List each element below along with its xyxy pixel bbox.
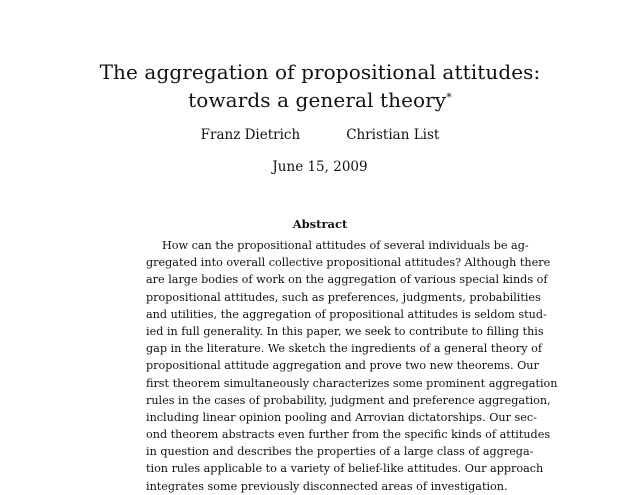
author-name: Christian List [346,127,440,143]
author-name: Franz Dietrich [200,127,301,143]
abstract-line: integrates some previously disconnected areas of investigation. [146,479,508,493]
abstract-heading: Abstract [292,217,348,231]
abstract-line: ond theorem abstracts even further from the specific kinds of attitudes [146,428,551,442]
paper-title [0,58,640,114]
abstract-line: gap in the literature. We sketch the ingredients of a general theory of [146,342,542,356]
abstract-line: are large bodies of work on the aggregation of various special kinds of [146,273,548,287]
title-line-2-text: towards a general theory [188,88,447,112]
abstract-line: rules in the cases of probability, judgment and preference aggregation, [146,393,551,407]
abstract-line: and utilities, the aggregation of propositional attitudes is seldom stud- [146,307,547,321]
abstract-line: gregated into overall collective propositional attitudes? Although there [146,256,551,270]
title-footnote-mark: * [446,91,452,104]
authors [0,126,640,144]
abstract-body [146,237,558,495]
abstract-line: tion rules applicable to a variety of belief-like attitudes. Our approach [146,462,544,476]
abstract-line: first theorem simultaneously characterizes some prominent aggregation [146,376,558,390]
abstract-line: ied in full generality. In this paper, we seek to contribute to filling this [146,324,544,338]
title-line-2 [0,86,640,114]
abstract-line: in question and describes the properties of a large class of aggrega- [146,445,534,459]
publication-date: June 15, 2009 [272,159,368,175]
abstract-line: propositional attitudes, such as preferences, judgments, probabilities [146,290,541,304]
abstract-line: propositional attitude aggregation and prove two new theorems. Our [146,359,539,373]
abstract-line: How can the propositional attitudes of several individuals be ag- [162,239,529,252]
abstract-line: including linear opinion pooling and Arrovian dictatorships. Our sec- [146,410,537,424]
title-line-1: The aggregation of propositional attitudes: [99,60,541,84]
